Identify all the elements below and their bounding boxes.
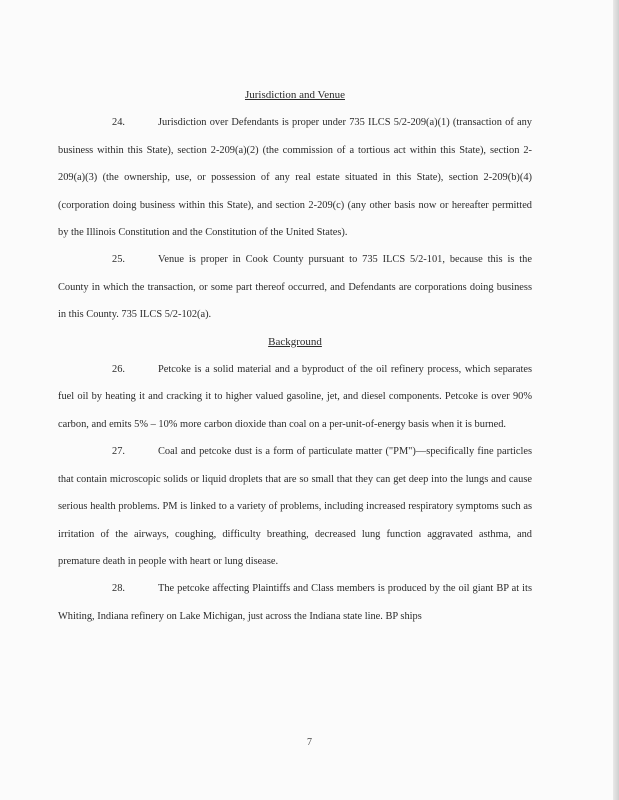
section-heading-jurisdiction: Jurisdiction and Venue bbox=[244, 89, 345, 101]
page-number: 7 bbox=[307, 737, 312, 748]
paragraph-text: Petcoke is a solid material and a byproduct of the oil refinery process, which separates fuel oil by heating it and cracking it to higher valued gasoline, jet, and diesel components. Petcoke is over 90% carbon, and emits 5% – 10% more carbon dioxide than coal on a per-unit-of-energy basis when it is burned. bbox=[58, 364, 532, 430]
document-body bbox=[58, 82, 532, 630]
paragraph-number: 28. bbox=[112, 583, 125, 595]
page-edge-shadow bbox=[613, 0, 619, 800]
paragraph-text: Venue is proper in Cook County pursuant to 735 ILCS 5/2-101, because this is the County in which the transaction, or some part thereof occurred, and Defendants are corporations doing business in this County. 735 ILCS 5/2-102(a). bbox=[58, 254, 532, 321]
paragraph-text: Jurisdiction over Defendants is proper under 735 ILCS 5/2-209(a)(1) (transaction of any business within this State), section 2-209(a)(2) (the commission of a tortious act within this State), section 2-209(a)(3) (the ownership, use, or possession of any real estate situated in this State), section 2-209(b)(4) (corporation doing business within this State), and section 2-209(c) (any other basis now or hereafter permitted by the Illinois Constitution and the Constitution of the United States). bbox=[58, 117, 532, 239]
paragraph-26 bbox=[58, 356, 532, 438]
paragraph-number: 26. bbox=[112, 364, 125, 376]
paragraph-25 bbox=[58, 246, 532, 328]
paragraph-number: 24. bbox=[112, 117, 125, 129]
paragraph-text: The petcoke affecting Plaintiffs and Class members is produced by the oil giant BP at its Whiting, Indiana refinery on Lake Michigan, just across the Indiana state line. BP ships bbox=[58, 583, 532, 622]
paragraph-27 bbox=[58, 438, 532, 575]
paragraph-number: 25. bbox=[112, 254, 125, 266]
paragraph-24 bbox=[58, 109, 532, 246]
paragraph-text: Coal and petcoke dust is a form of particulate matter ("PM")—specifically fine particles that contain microscopic solids or liquid droplets that are so small that they can get deep into the lungs and cause serious health problems. PM is linked to a variety of problems, including increased respiratory symptoms such as irritation of the airways, coughing, difficulty breathing, decreased lung function aggravated asthma, and premature death in people with heart or lung disease. bbox=[58, 446, 532, 567]
paragraph-number: 27. bbox=[112, 446, 125, 458]
paragraph-28 bbox=[58, 575, 532, 630]
section-heading-background: Background bbox=[268, 335, 322, 348]
